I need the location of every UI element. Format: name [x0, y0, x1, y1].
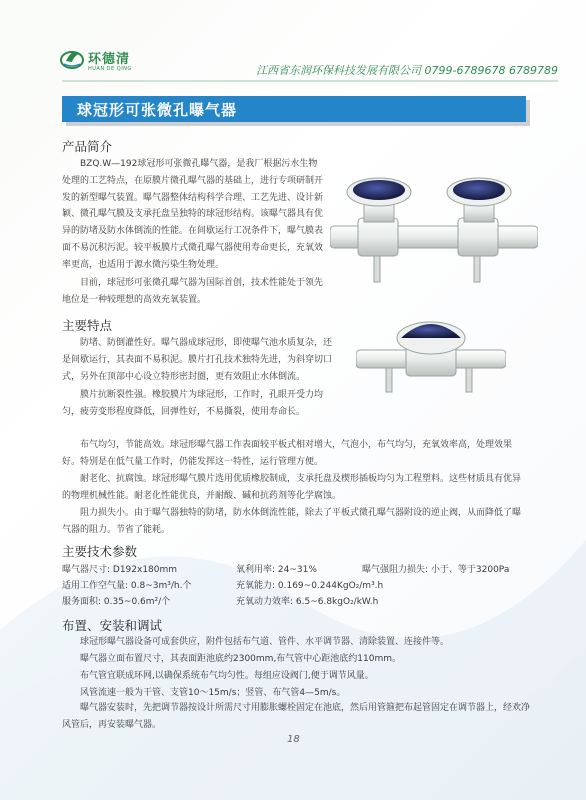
features-paragraph-3: 布气均匀，节能高效。球冠形曝气器工作表面较平板式相对增大，气泡小，布气均匀，充氧效率高，处理效果好。特别是在低气量工作时，仍能发挥这一特性，运行管理方便。 — [62, 440, 513, 467]
spec-resistance-loss: 曝气强阻力损失: 小于、等于3200Pa — [362, 565, 510, 575]
specs-heading: 主要技术参数 — [62, 544, 138, 559]
single-diffuser-image — [356, 316, 506, 396]
spec-service-area: 服务面积: 0.35~0.6m²/个 — [62, 597, 171, 607]
features-heading: 主要特点 — [62, 318, 113, 333]
diffuser-assembly-image — [330, 168, 538, 288]
page-title: 球冠形可张微孔曝气器 — [77, 101, 238, 119]
intro-paragraph-2: 目前，球冠形可张微孔曝气器为国际首创，技术性能处于领先地位是一种较理想的高效充氧装置。 — [62, 278, 324, 305]
features-paragraph-4: 耐老化、抗腐蚀。球冠形曝气膜片选用优质橡胶制成，支承托盘及楔形插板均匀为工程塑料。这些材质具有优异的物理机械性能。耐老化性能优良，并耐酸、碱和抗药剂等化学腐蚀。 — [62, 474, 522, 501]
install-paragraph-4: 风管流速一般为干管、支管10～15m/s；竖管、布气管4—5m/s。 — [80, 688, 346, 698]
logo-text: 环德清 — [88, 52, 131, 67]
install-paragraph-1: 球冠形曝气器设备可成套供应，附件包括布气道、管件、水平调节器、清除装置、连接件等。 — [80, 637, 450, 647]
title-banner — [62, 96, 526, 122]
company-logo — [60, 44, 140, 84]
logo-subtitle: HUAN DE QING — [88, 66, 132, 72]
intro-paragraph-1: BZQ.W—192球冠形可张微孔曝气器，是我厂根据污水生物处理的工艺特点，在原膜片微孔曝气器的基础上，进行专项研制开发的新型曝气装置。曝气器整体结构科学合理、工艺先进、设计新颖、微孔曝气膜及支承托盘呈独特的球冠形结构。该曝气器具有优异的防堵及防水体倒流的性能。在间歇运行工况条件下，曝气膜表面不易沉积污泥。较平板膜片式微孔曝气器使用寿命更长，充氧效率更高，也适用于源水微污染生物处理。 — [62, 159, 324, 270]
spec-diffuser-size: 曝气器尺寸: D192x180mm — [62, 565, 178, 575]
spec-oxygenation-capacity: 充氧能力: 0.169~0.244KgO₂/m³.h — [236, 581, 384, 591]
features-paragraph-2: 膜片抗断裂性强。橡胶膜片为球冠形，工作时，孔眼开受力均匀，疲劳变形程度降低，回弹性好，不易撕裂，使用寿命长。 — [62, 390, 324, 417]
install-paragraph-2: 曝气器立面布置尺寸，其表面距池底约2300mm,布气管中心距池底约110mm。 — [80, 654, 402, 664]
leaf-logo-icon — [60, 46, 84, 70]
spec-power-efficiency: 充氧动力效率: 6.5~6.8kgO₂/kW.h — [236, 597, 379, 607]
intro-heading: 产品简介 — [62, 139, 113, 154]
install-heading: 布置、安装和调试 — [62, 618, 163, 633]
features-paragraph-1: 防堵、防倒灌性好。曝气器成球冠形，即使曝气池水质复杂，还是间歇运行，其表面不易积泥。膜片打孔技术独特先进，为斜穿切口式，另外在顶部中心设立特形密封圈，更有效阻止水体倒流。 — [62, 338, 333, 382]
company-contact: 江西省东润环保科技发展有限公司 0799-6789678 6789789 — [256, 64, 558, 77]
install-paragraph-3: 布气管宜联成环网,以确保系统布气均匀性。每组应设阀门,便于调节风量。 — [80, 671, 374, 681]
spec-oxygen-utilization: 氧利用率: 24~31% — [236, 565, 317, 575]
header-divider — [62, 80, 558, 82]
install-paragraph-5: 曝气器安装时，先把调节器按设计所需尺寸用膨胀螺栓固定在池底，然后用管箍把布起管固定在调节器上，经欢净风管后，再安装曝气器。 — [62, 703, 531, 730]
spec-air-volume: 适用工作空气量: 0.8~3m³/h.个 — [62, 581, 192, 591]
page-number: 18 — [287, 734, 300, 745]
features-paragraph-5: 阻力损失小。由于曝气器独特的防堵，防水体倒流性能，除去了平板式微孔曝气器附设的逆止阀，从而降低了曝气器的阻力。节省了能耗。 — [62, 508, 522, 535]
